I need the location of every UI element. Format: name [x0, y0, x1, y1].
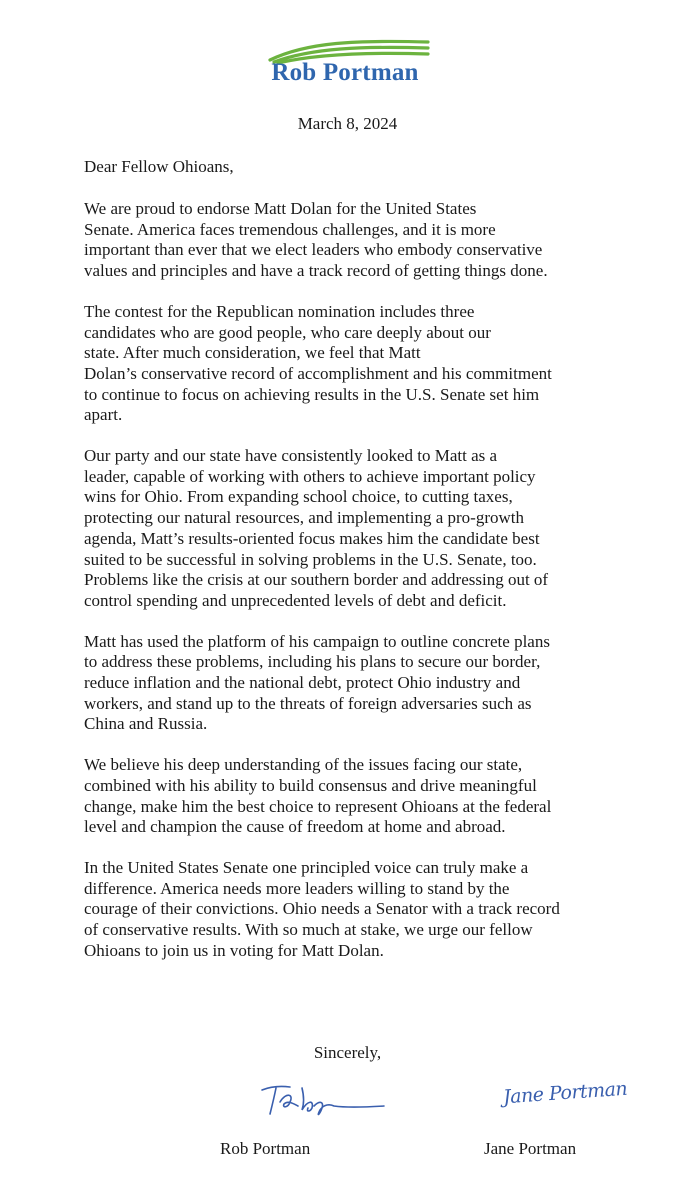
signer-name-rob: Rob Portman	[220, 1139, 311, 1158]
paragraph	[84, 858, 624, 962]
paragraph-line: courage of their convictions. Ohio needs a Senator with a track record	[84, 899, 560, 919]
rob-signature	[258, 1080, 388, 1125]
paragraph-line: China and Russia.	[84, 714, 208, 734]
paragraph-line: Dolan’s conservative record of accomplishment and his commitment	[84, 363, 552, 383]
paragraph-line: We are proud to endorse Matt Dolan for the United States	[84, 199, 477, 218]
paragraph-line: Problems like the crisis at our southern border and addressing out of	[84, 570, 549, 590]
paragraph-line: Our party and our state have consistently looked to Matt as a	[84, 446, 498, 466]
paragraph-line: level and champion the cause of freedom at home and abroad.	[84, 817, 506, 837]
salutation: Dear Fellow Ohioans,	[84, 157, 234, 176]
paragraph-line: reduce inflation and the national debt, protect Ohio industry and	[84, 673, 521, 693]
paragraph-line: difference. America needs more leaders willing to stand by the	[84, 878, 510, 898]
paragraph	[84, 302, 624, 426]
paragraph-line: agenda, Matt’s results-oriented focus makes him the candidate best	[84, 528, 540, 548]
paragraph-line: We believe his deep understanding of the issues facing our state,	[84, 755, 523, 775]
paragraph-line: The contest for the Republican nomination includes three	[84, 301, 475, 321]
paragraph-line: state. After much consideration, we feel that Matt	[84, 343, 421, 363]
paragraph-line: of conservative results. With so much at stake, we urge our fellow	[84, 920, 533, 940]
jane-signature: Jane Portman	[502, 1077, 628, 1109]
paragraph-line: important than ever that we elect leaders who embody conservative	[84, 240, 543, 260]
paragraph	[84, 446, 624, 612]
paragraph-line: control spending and unprecedented levels of debt and deficit.	[84, 590, 507, 610]
paragraph-line: to address these problems, including his plans to secure our border,	[84, 652, 541, 672]
paragraph-line: wins for Ohio. From expanding school choice, to cutting taxes,	[84, 487, 513, 507]
paragraph	[84, 199, 624, 282]
paragraph	[84, 632, 624, 736]
paragraph-line: Senate. America faces tremendous challenges, and it is more	[84, 219, 496, 239]
paragraph-line: to continue to focus on achieving results in the U.S. Senate set him	[84, 384, 540, 404]
paragraph-line: leader, capable of working with others to achieve important policy	[84, 466, 536, 486]
letter-body	[84, 199, 624, 982]
paragraph-line: change, make him the best choice to represent Ohioans at the federal	[84, 796, 552, 816]
paragraph	[84, 755, 624, 838]
paragraph-line: Matt has used the platform of his campaign to outline concrete plans	[84, 631, 550, 651]
paragraph-line: Ohioans to join us in voting for Matt Dolan.	[84, 940, 384, 960]
paragraph-line: suited to be successful in solving problems in the U.S. Senate, too.	[84, 549, 537, 569]
signer-name-jane: Jane Portman	[484, 1139, 577, 1158]
paragraph-line: combined with his ability to build consensus and drive meaningful	[84, 775, 537, 795]
rob-signature-icon	[258, 1080, 388, 1120]
paragraph-line: workers, and stand up to the threats of foreign adversaries such as	[84, 693, 532, 713]
paragraph-line: values and principles and have a track record of getting things done.	[84, 261, 548, 281]
paragraph-line: protecting our natural resources, and implementing a pro-growth	[84, 508, 524, 528]
letterhead-name: Rob Portman	[271, 59, 419, 86]
letter-date: March 8, 2024	[297, 114, 398, 133]
letterhead	[0, 30, 695, 100]
closing: Sincerely,	[313, 1043, 382, 1062]
paragraph-line: candidates who are good people, who care deeply about our	[84, 322, 491, 342]
paragraph-line: apart.	[84, 405, 123, 425]
paragraph-line: In the United States Senate one principled voice can truly make a	[84, 857, 529, 877]
